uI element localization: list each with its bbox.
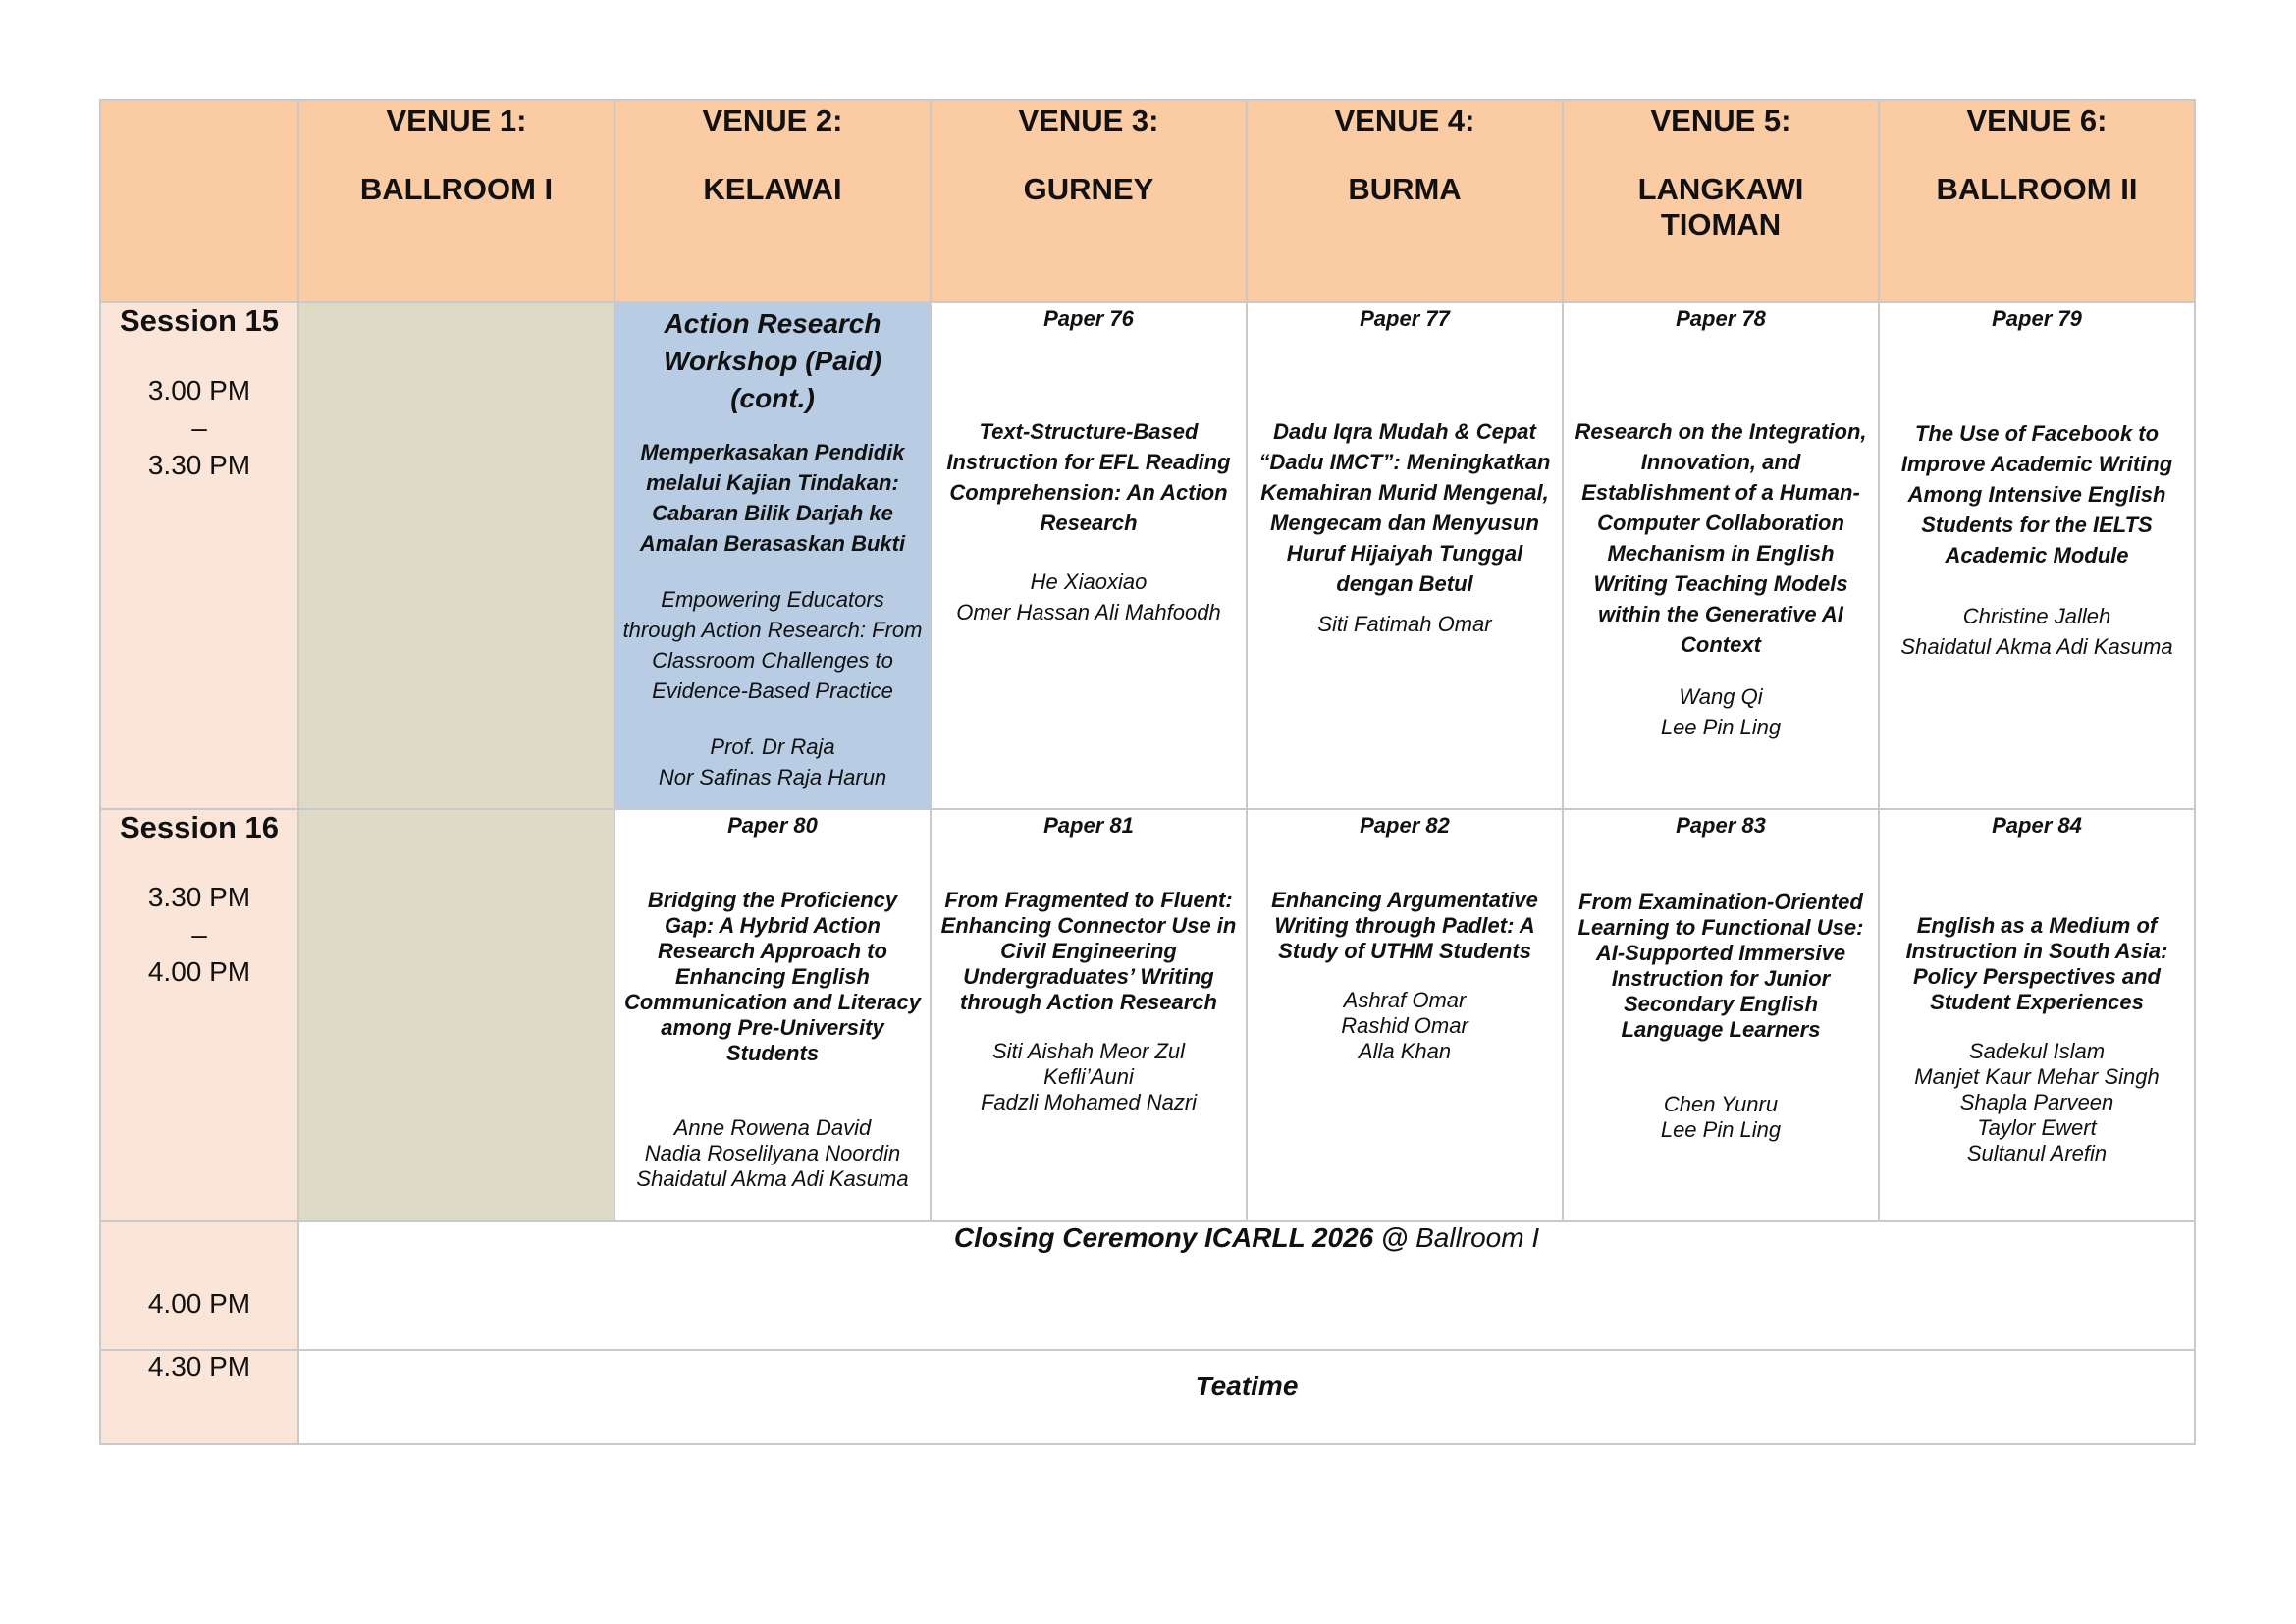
paper-title: The Use of Facebook to Improve Academic Writing Among Intensive English Students for the IELTS Academic Module [1900, 421, 2173, 568]
paper-title: From Fragmented to Fluent: Enhancing Connector Use in Civil Engineering Undergraduates’ Writing through Action Research [940, 888, 1237, 1014]
start-time: 3.30 PM [147, 882, 251, 912]
empty-slot [298, 809, 614, 1221]
closing-venue: Ballroom I [1415, 1222, 1540, 1253]
paper-authors: He Xiaoxiao Omer Hassan Ali Mahfoodh [956, 569, 1221, 624]
paper-cell [931, 809, 1247, 1221]
time-dash: – [191, 919, 207, 949]
venue-name: GURNEY [1023, 172, 1154, 206]
workshop-title: Memperkasakan Pendidik melalui Kajian Tindakan: Cabaran Bilik Darjah ke Amalan Berasaskan Bukti [639, 440, 906, 556]
venue-name: KELAWAI [703, 172, 842, 206]
paper-authors: Siti Aishah Meor Zul Kefli’Auni Fadzli Mohamed Nazri [980, 1039, 1198, 1114]
workshop-subtitle: Empowering Educators through Action Research: From Classroom Challenges to Evidence-Based Practice [622, 587, 923, 703]
end-time: 3.30 PM [147, 450, 251, 480]
venue-name: BURMA [1348, 172, 1462, 206]
end-time: 4.00 PM [147, 956, 251, 987]
venue-header [298, 100, 614, 302]
closing-time-cell [100, 1221, 298, 1350]
paper-number: Paper 80 [727, 813, 818, 838]
venue-number: VENUE 3: [1018, 103, 1159, 137]
venue-number: VENUE 1: [386, 103, 527, 137]
paper-cell [931, 302, 1247, 809]
venue-number: VENUE 2: [702, 103, 843, 137]
teatime-row [100, 1350, 2195, 1444]
paper-authors: Christine Jalleh Shaidatul Akma Adi Kasuma [1900, 604, 2173, 659]
session-time-cell [100, 302, 298, 809]
empty-slot [298, 302, 614, 809]
teatime-event: Teatime [1195, 1371, 1299, 1401]
closing-time: 4.00 PM [147, 1288, 251, 1319]
venue-header [1563, 100, 1879, 302]
teatime-event-cell [298, 1350, 2195, 1444]
paper-title: Research on the Integration, Innovation, and Establishment of a Human-Computer Collaboration Mechanism in English Writing Teaching Models within the Generative AI Context [1575, 419, 1867, 657]
venue-header-row [100, 100, 2195, 302]
paper-cell [1879, 809, 2195, 1221]
paper-cell [1563, 809, 1879, 1221]
venue-header [1247, 100, 1563, 302]
time-dash: – [191, 412, 207, 443]
venue-name: BALLROOM II [1936, 172, 2138, 206]
venue-header [1879, 100, 2195, 302]
paper-number: Paper 81 [1043, 813, 1134, 838]
paper-number: Paper 82 [1360, 813, 1450, 838]
paper-cell [1879, 302, 2195, 809]
start-time: 3.00 PM [147, 375, 251, 406]
paper-number: Paper 76 [1043, 306, 1134, 331]
venue-number: VENUE 6: [1966, 103, 2108, 137]
paper-number: Paper 83 [1676, 813, 1766, 838]
session-15-row [100, 302, 2195, 809]
closing-event: Closing Ceremony ICARLL 2026 @ [953, 1222, 1409, 1253]
session-label: Session 16 [120, 810, 279, 844]
paper-authors: Sadekul Islam Manjet Kaur Mehar Singh Shapla Parveen Taylor Ewert Sultanul Arefin [1914, 1039, 2160, 1165]
teatime-time-cell [100, 1350, 298, 1444]
corner-cell [100, 100, 298, 302]
venue-header [931, 100, 1247, 302]
paper-number: Paper 78 [1676, 306, 1766, 331]
paper-authors: Anne Rowena David Nadia Roselilyana Noordin Shaidatul Akma Adi Kasuma [636, 1115, 909, 1191]
workshop-presenter: Prof. Dr Raja Nor Safinas Raja Harun [658, 734, 887, 789]
paper-title: Dadu Iqra Mudah & Cepat “Dadu IMCT”: Meningkatkan Kemahiran Murid Mengenal, Mengecam dan Menyusun Huruf Hijaiyah Tunggal dengan Betul [1258, 419, 1551, 596]
paper-cell [1247, 809, 1563, 1221]
closing-ceremony-row [100, 1221, 2195, 1350]
venue-header [614, 100, 931, 302]
venue-name: LANGKAWI TIOMAN [1637, 172, 1804, 242]
paper-cell [1563, 302, 1879, 809]
venue-number: VENUE 4: [1334, 103, 1475, 137]
paper-title: Bridging the Proficiency Gap: A Hybrid Action Research Approach to Enhancing English Communication and Literacy among Pre-University Students [624, 888, 921, 1065]
paper-cell [614, 809, 931, 1221]
paper-cell [1247, 302, 1563, 809]
venue-name: BALLROOM I [359, 172, 554, 206]
closing-event-cell [298, 1221, 2195, 1350]
workshop-cell [614, 302, 931, 809]
paper-authors: Siti Fatimah Omar [1317, 612, 1492, 636]
paper-number: Paper 79 [1992, 306, 2082, 331]
paper-title: Enhancing Argumentative Writing through Padlet: A Study of UTHM Students [1271, 888, 1538, 963]
schedule-table [99, 99, 2196, 1445]
session-16-row [100, 809, 2195, 1221]
teatime-time: 4.30 PM [147, 1351, 251, 1381]
workshop-heading: Action Research Workshop (Paid) (cont.) [664, 308, 881, 413]
session-time-cell [100, 809, 298, 1221]
paper-number: Paper 77 [1360, 306, 1450, 331]
paper-authors: Wang Qi Lee Pin Ling [1660, 684, 1782, 739]
session-label: Session 15 [120, 303, 279, 338]
paper-title: English as a Medium of Instruction in South Asia: Policy Perspectives and Student Experiences [1905, 913, 2168, 1014]
venue-number: VENUE 5: [1650, 103, 1791, 137]
paper-authors: Chen Yunru Lee Pin Ling [1660, 1092, 1782, 1142]
paper-title: From Examination-Oriented Learning to Functional Use: AI-Supported Immersive Instruction for Junior Secondary English Language Learners [1577, 890, 1864, 1042]
paper-authors: Ashraf Omar Rashid Omar Alla Khan [1341, 988, 1468, 1063]
paper-title: Text-Structure-Based Instruction for EFL Reading Comprehension: An Action Research [946, 419, 1231, 535]
paper-number: Paper 84 [1992, 813, 2082, 838]
